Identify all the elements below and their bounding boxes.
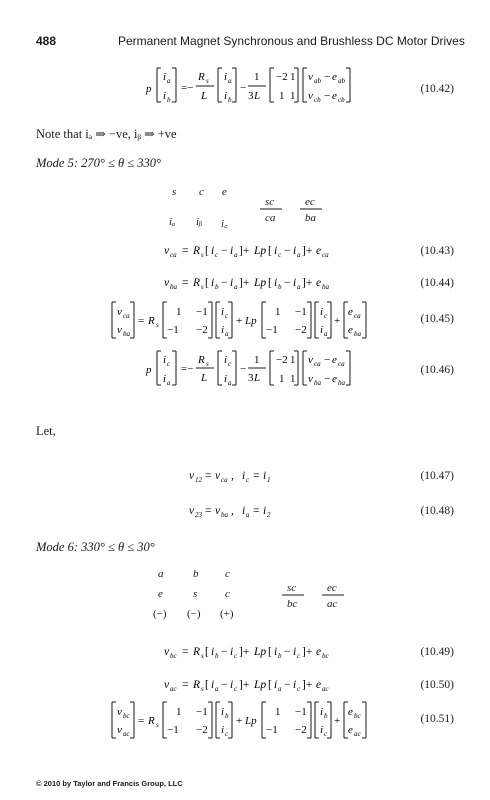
svg-text:i: i — [224, 71, 228, 83]
svg-text:1: 1 — [290, 354, 296, 366]
svg-text:ab: ab — [338, 77, 345, 85]
svg-text:+: + — [334, 715, 341, 727]
svg-text:L: L — [254, 90, 261, 102]
svg-text:−1: −1 — [266, 324, 278, 336]
svg-text:−: − — [221, 277, 228, 289]
svg-text:ca: ca — [123, 312, 130, 320]
svg-text:ac: ac — [354, 730, 361, 738]
svg-text:−1: −1 — [295, 306, 307, 318]
svg-text:ba: ba — [221, 511, 228, 519]
ratio-numerator: sc — [265, 196, 275, 208]
svg-text:ba: ba — [354, 330, 361, 338]
svg-text:ba: ba — [314, 379, 321, 387]
svg-text:−2: −2 — [295, 724, 307, 736]
svg-text:e: e — [316, 646, 322, 658]
svg-text:c: c — [234, 652, 238, 660]
svg-text:bc: bc — [354, 712, 361, 720]
svg-text:R: R — [193, 646, 201, 658]
svg-text:−: − — [324, 373, 331, 385]
svg-text:e: e — [332, 71, 337, 83]
svg-text:Lp: Lp — [245, 715, 257, 727]
svg-text:p: p — [146, 83, 152, 95]
svg-text:R: R — [193, 679, 201, 691]
ratio-denominator: ba — [305, 212, 316, 224]
svg-text:R: R — [148, 315, 155, 327]
svg-text:−1: −1 — [196, 306, 208, 318]
svg-text:v: v — [117, 324, 122, 336]
svg-text:e: e — [332, 373, 337, 385]
svg-text:i: i — [163, 354, 167, 366]
svg-text:1: 1 — [279, 90, 285, 102]
svg-text:cb: cb — [314, 96, 321, 104]
svg-text:−: − — [284, 245, 291, 257]
svg-text:+: + — [236, 715, 243, 727]
svg-text:ca: ca — [170, 251, 177, 259]
svg-text:i: i — [293, 646, 297, 658]
table-cell: i꜀ — [221, 218, 228, 230]
svg-text:,: , — [231, 470, 234, 482]
svg-text:[: [ — [205, 679, 209, 691]
svg-text:+: + — [236, 315, 243, 327]
equation-number: (10.44) — [420, 277, 454, 289]
svg-text:23: 23 — [195, 511, 202, 519]
svg-text:i: i — [263, 505, 267, 517]
svg-text:1: 1 — [176, 706, 182, 718]
svg-text:−: − — [324, 354, 331, 366]
svg-text:[: [ — [268, 277, 272, 289]
svg-text:b: b — [225, 712, 229, 720]
ratio-numerator: sc — [287, 582, 297, 594]
svg-text:s: s — [201, 251, 204, 259]
svg-text:1: 1 — [267, 476, 271, 484]
svg-text:−: − — [324, 71, 331, 83]
svg-text:]+: ]+ — [302, 679, 313, 691]
svg-text:cb: cb — [338, 96, 345, 104]
svg-text:=: = — [182, 277, 189, 289]
svg-text:[: [ — [205, 646, 209, 658]
svg-text:L: L — [201, 372, 208, 384]
svg-text:a: a — [228, 77, 232, 85]
svg-text:e: e — [348, 724, 353, 736]
svg-text:i: i — [221, 324, 225, 336]
svg-text:a: a — [297, 251, 301, 259]
svg-text:3: 3 — [248, 90, 254, 102]
svg-text:e: e — [316, 679, 322, 691]
svg-text:=: = — [253, 505, 260, 517]
svg-text:e: e — [316, 277, 322, 289]
svg-text:a: a — [225, 330, 229, 338]
svg-text:i: i — [211, 277, 215, 289]
svg-text:v: v — [215, 470, 221, 482]
mode-5-heading: Mode 5: 270° ≤ θ ≤ 330° — [36, 156, 161, 170]
svg-text:b: b — [228, 96, 232, 104]
equation-number: (10.51) — [420, 713, 454, 725]
svg-text:−: − — [221, 679, 228, 691]
svg-text:i: i — [211, 679, 215, 691]
svg-text:−: − — [324, 90, 331, 102]
svg-text:R: R — [193, 277, 201, 289]
svg-text:i: i — [211, 646, 215, 658]
svg-text:i: i — [274, 245, 278, 257]
svg-text:Lp: Lp — [254, 679, 267, 691]
ratio-numerator: ec — [327, 582, 337, 594]
table-cell: e — [222, 186, 227, 198]
svg-text:i: i — [293, 277, 297, 289]
svg-text:i: i — [224, 354, 228, 366]
svg-text:c: c — [297, 652, 301, 660]
table-cell: s — [172, 186, 177, 198]
svg-text:i: i — [293, 245, 297, 257]
note-text: Note that iₐ ⇒ −ve, iᵦ ⇒ +ve — [36, 127, 177, 141]
equation-number: (10.48) — [420, 505, 454, 517]
svg-text:v: v — [215, 505, 221, 517]
svg-text:i: i — [320, 324, 324, 336]
svg-text:]+: ]+ — [302, 245, 313, 257]
svg-text:i: i — [221, 306, 225, 318]
svg-text:i: i — [211, 245, 215, 257]
table-cell: (+) — [220, 608, 234, 620]
svg-text:ca: ca — [354, 312, 361, 320]
svg-text:Lp: Lp — [254, 245, 267, 257]
svg-text:c: c — [225, 730, 229, 738]
svg-text:ac: ac — [322, 685, 329, 693]
svg-text:+: + — [334, 315, 341, 327]
page-number: 488 — [36, 34, 57, 48]
svg-text:v: v — [117, 724, 122, 736]
svg-text:v: v — [308, 90, 313, 102]
svg-text:1: 1 — [290, 71, 296, 83]
svg-text:e: e — [348, 706, 353, 718]
svg-text:i: i — [230, 245, 234, 257]
svg-text:−2: −2 — [295, 324, 307, 336]
svg-text:=: = — [253, 470, 260, 482]
svg-text:1: 1 — [275, 706, 281, 718]
svg-text:R: R — [198, 71, 205, 83]
svg-text:−1: −1 — [167, 724, 179, 736]
svg-text:e: e — [316, 245, 322, 257]
svg-text:i: i — [320, 706, 324, 718]
svg-text:c: c — [167, 360, 171, 368]
svg-text:L: L — [201, 90, 208, 102]
equation-number: (10.47) — [420, 470, 454, 482]
svg-text:v: v — [164, 679, 170, 691]
table-cell: b — [193, 568, 199, 580]
svg-text:]+: ]+ — [239, 277, 250, 289]
svg-text:a: a — [167, 77, 171, 85]
table-cell: c — [225, 568, 230, 580]
table-cell: e — [158, 588, 163, 600]
svg-text:i: i — [263, 470, 267, 482]
svg-text:v: v — [308, 354, 313, 366]
svg-text:−: − — [284, 679, 291, 691]
svg-text:1: 1 — [254, 354, 260, 366]
equation-number: (10.42) — [420, 83, 454, 95]
svg-text:=: = — [205, 470, 212, 482]
svg-text:−2: −2 — [276, 71, 288, 83]
svg-text:i: i — [274, 277, 278, 289]
svg-text:−: − — [284, 646, 291, 658]
svg-text:i: i — [224, 373, 228, 385]
svg-text:a: a — [228, 379, 232, 387]
svg-text:12: 12 — [195, 476, 202, 484]
svg-text:c: c — [324, 312, 328, 320]
ratio-numerator: ec — [305, 196, 315, 208]
svg-text:i: i — [224, 90, 228, 102]
svg-text:c: c — [324, 730, 328, 738]
svg-text:c: c — [278, 251, 282, 259]
equation-number: (10.45) — [420, 313, 454, 325]
svg-text:a: a — [278, 685, 282, 693]
svg-text:bc: bc — [123, 712, 130, 720]
svg-text:−2: −2 — [196, 724, 208, 736]
table-cell: iᵦ — [196, 216, 203, 228]
svg-text:ba: ba — [170, 283, 177, 291]
svg-text:c: c — [246, 476, 250, 484]
svg-text:i: i — [230, 277, 234, 289]
svg-text:−: − — [240, 363, 247, 375]
table-cell: (−) — [187, 608, 201, 620]
svg-text:bc: bc — [322, 652, 329, 660]
svg-text:e: e — [332, 354, 337, 366]
equation-number: (10.49) — [420, 646, 454, 658]
svg-text:s: s — [201, 283, 204, 291]
svg-text:ba: ba — [123, 330, 130, 338]
svg-text:p: p — [146, 364, 152, 376]
svg-text:bc: bc — [170, 652, 177, 660]
svg-text:]+: ]+ — [302, 646, 313, 658]
svg-text:b: b — [278, 652, 282, 660]
svg-text:a: a — [234, 283, 238, 291]
svg-text:i: i — [221, 724, 225, 736]
svg-text:b: b — [167, 96, 171, 104]
svg-text:−: − — [284, 277, 291, 289]
svg-text:v: v — [308, 71, 313, 83]
svg-text:Lp: Lp — [254, 646, 267, 658]
svg-text:i: i — [274, 679, 278, 691]
svg-text:i: i — [293, 679, 297, 691]
ratio-denominator: ac — [327, 598, 338, 610]
svg-text:v: v — [189, 470, 195, 482]
table-cell: a — [158, 568, 164, 580]
svg-text:s: s — [206, 360, 209, 368]
svg-text:1: 1 — [290, 373, 296, 385]
svg-text:=−: =− — [181, 363, 194, 375]
svg-text:ca: ca — [322, 251, 329, 259]
svg-text:[: [ — [268, 245, 272, 257]
svg-text:−1: −1 — [266, 724, 278, 736]
svg-text:e: e — [348, 306, 353, 318]
svg-text:Lp: Lp — [254, 277, 267, 289]
svg-text:v: v — [164, 277, 170, 289]
svg-text:=: = — [138, 715, 145, 727]
svg-text:v: v — [117, 306, 122, 318]
svg-text:=: = — [182, 679, 189, 691]
svg-text:=: = — [205, 505, 212, 517]
table-cell: (−) — [153, 608, 167, 620]
svg-text:b: b — [278, 283, 282, 291]
svg-text:v: v — [164, 245, 170, 257]
svg-text:v: v — [308, 373, 313, 385]
svg-text:e: e — [332, 90, 337, 102]
svg-text:R: R — [193, 245, 201, 257]
svg-text:ac: ac — [170, 685, 177, 693]
svg-text:e: e — [348, 324, 353, 336]
svg-text:1: 1 — [275, 306, 281, 318]
svg-text:[: [ — [205, 277, 209, 289]
svg-text:i: i — [320, 306, 324, 318]
svg-text:c: c — [215, 251, 219, 259]
svg-text:i: i — [163, 71, 167, 83]
svg-text:s: s — [201, 685, 204, 693]
equation-number: (10.46) — [420, 364, 454, 376]
svg-text:s: s — [156, 721, 159, 729]
svg-text:R: R — [148, 715, 155, 727]
table-cell: c — [225, 588, 230, 600]
svg-text:Lp: Lp — [245, 315, 257, 327]
table-cell: s — [193, 588, 198, 600]
mode-6-heading: Mode 6: 330° ≤ θ ≤ 30° — [36, 540, 155, 554]
ratio-denominator: ca — [265, 212, 276, 224]
svg-text:3: 3 — [248, 372, 254, 384]
svg-text:a: a — [297, 283, 301, 291]
svg-text:i: i — [320, 724, 324, 736]
svg-text:]+: ]+ — [239, 245, 250, 257]
svg-text:i: i — [230, 646, 234, 658]
svg-text:]+: ]+ — [239, 679, 250, 691]
svg-text:[: [ — [268, 646, 272, 658]
svg-text:−: − — [221, 646, 228, 658]
svg-text:1: 1 — [176, 306, 182, 318]
svg-text:1: 1 — [254, 71, 260, 83]
svg-text:a: a — [215, 685, 219, 693]
svg-text:b: b — [324, 712, 328, 720]
svg-text:1: 1 — [290, 90, 296, 102]
svg-text:s: s — [156, 321, 159, 329]
svg-text:]+: ]+ — [239, 646, 250, 658]
svg-text:=−: =− — [181, 82, 194, 94]
svg-text:ab: ab — [314, 77, 321, 85]
svg-text:−1: −1 — [295, 706, 307, 718]
svg-text:v: v — [189, 505, 195, 517]
svg-text:c: c — [228, 360, 232, 368]
equation-number: (10.50) — [420, 679, 454, 691]
svg-text:=: = — [182, 245, 189, 257]
table-cell: iₐ — [169, 216, 176, 228]
svg-text:,: , — [231, 505, 234, 517]
svg-text:R: R — [198, 354, 205, 366]
svg-text:i: i — [221, 706, 225, 718]
svg-text:a: a — [167, 379, 171, 387]
svg-text:ac: ac — [123, 730, 130, 738]
svg-text:−2: −2 — [276, 354, 288, 366]
svg-text:ca: ca — [221, 476, 228, 484]
svg-text:[: [ — [268, 679, 272, 691]
svg-text:−: − — [221, 245, 228, 257]
svg-text:c: c — [225, 312, 229, 320]
copyright-footer: © 2010 by Taylor and Francis Group, LLC — [36, 779, 183, 788]
svg-text:ca: ca — [314, 360, 321, 368]
svg-text:−1: −1 — [196, 706, 208, 718]
svg-text:[: [ — [205, 245, 209, 257]
svg-text:i: i — [274, 646, 278, 658]
svg-text:i: i — [163, 373, 167, 385]
svg-text:−1: −1 — [167, 324, 179, 336]
svg-text:s: s — [206, 77, 209, 85]
svg-text:a: a — [324, 330, 328, 338]
svg-text:1: 1 — [279, 373, 285, 385]
svg-text:v: v — [164, 646, 170, 658]
table-cell: c — [199, 186, 204, 198]
let-text: Let, — [36, 424, 56, 438]
svg-text:=: = — [182, 646, 189, 658]
svg-text:ca: ca — [338, 360, 345, 368]
svg-text:b: b — [215, 283, 219, 291]
running-title: Permanent Magnet Synchronous and Brushless DC Motor Drives — [118, 34, 465, 48]
svg-text:=: = — [138, 315, 145, 327]
ratio-denominator: bc — [287, 598, 298, 610]
svg-text:s: s — [201, 652, 204, 660]
svg-text:b: b — [215, 652, 219, 660]
svg-text:a: a — [246, 511, 250, 519]
svg-text:v: v — [117, 706, 122, 718]
svg-text:i: i — [242, 505, 246, 517]
svg-text:−: − — [240, 82, 247, 94]
svg-text:ba: ba — [322, 283, 329, 291]
equation-number: (10.43) — [420, 245, 454, 257]
svg-text:c: c — [234, 685, 238, 693]
svg-text:]+: ]+ — [302, 277, 313, 289]
svg-text:L: L — [254, 372, 261, 384]
svg-text:i: i — [230, 679, 234, 691]
svg-text:2: 2 — [267, 511, 271, 519]
svg-text:ba: ba — [338, 379, 345, 387]
svg-text:a: a — [234, 251, 238, 259]
svg-text:i: i — [242, 470, 246, 482]
svg-text:−2: −2 — [196, 324, 208, 336]
svg-text:c: c — [297, 685, 301, 693]
svg-text:i: i — [163, 90, 167, 102]
